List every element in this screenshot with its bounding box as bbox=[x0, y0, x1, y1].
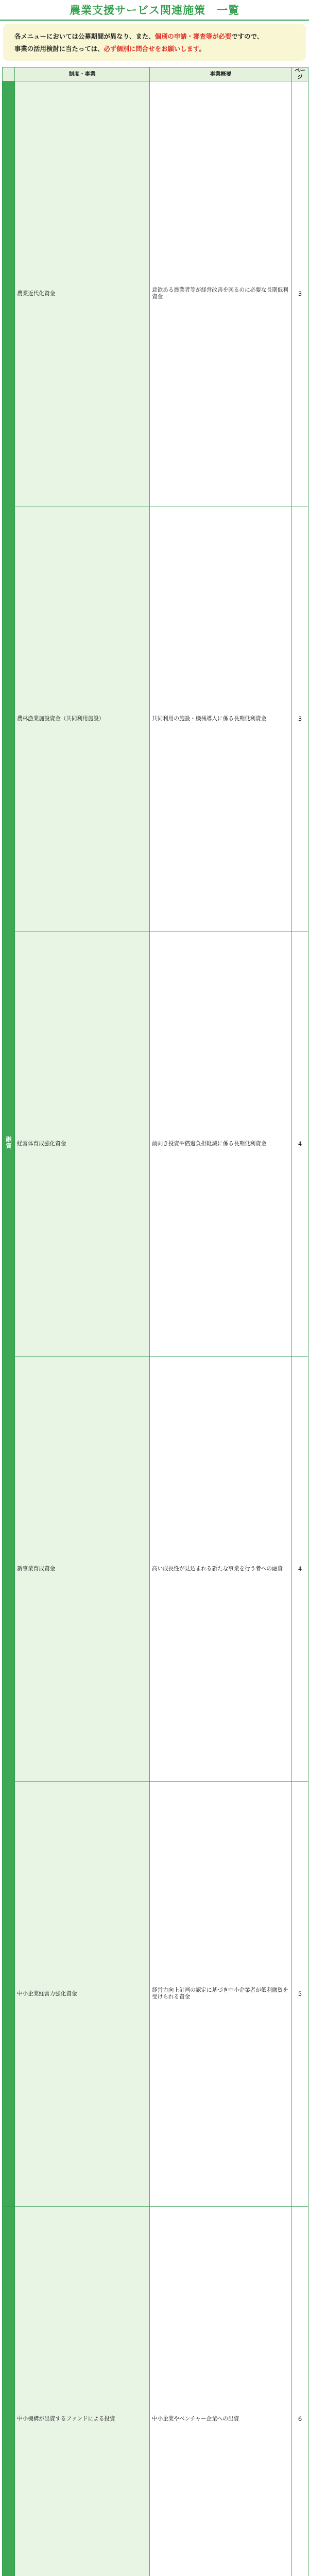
summary-cell: 前向き投資や償還負担軽減に係る長期低利資金 bbox=[150, 931, 292, 1357]
system-name-cell: 農業近代化資金 bbox=[15, 81, 150, 506]
table-row bbox=[3, 506, 308, 931]
header-system: 制度・事業 bbox=[15, 67, 150, 81]
summary-cell: 経営力向上計画の認定に基づき中小企業者が低利融資を受けられる資金 bbox=[150, 1782, 292, 2207]
table-row bbox=[3, 81, 308, 506]
table-row bbox=[3, 2207, 308, 2576]
page-title: 農業支援サービス関連施策 一覧 bbox=[0, 2, 309, 18]
header-category bbox=[3, 67, 15, 81]
page-number-cell: 4 bbox=[292, 931, 308, 1357]
header-summary: 事業概要 bbox=[150, 67, 292, 81]
table-row bbox=[3, 1782, 308, 2207]
system-name-cell: 新事業育成資金 bbox=[15, 1357, 150, 1782]
summary-cell: 高い成長性が見込まれる新たな事業を行う者への融資 bbox=[150, 1357, 292, 1782]
notice-emphasis: 個別の申請・審査等が必要 bbox=[155, 32, 232, 40]
notice-text: 事業の活用検討に当たっては、 bbox=[14, 45, 104, 53]
page bbox=[0, 0, 309, 425]
page-number-cell: 3 bbox=[292, 506, 308, 931]
title-underline bbox=[0, 20, 309, 21]
notice-emphasis: 必ず個別に問合せをお願いします。 bbox=[104, 45, 205, 53]
page-number-cell: 3 bbox=[292, 81, 308, 506]
header-page: ページ bbox=[292, 67, 308, 81]
system-name-cell: 農林漁業施設資金（共同利用施設） bbox=[15, 506, 150, 931]
system-name-cell: 経営体育成強化資金 bbox=[15, 931, 150, 1357]
table-body bbox=[3, 81, 308, 2576]
category-cell bbox=[3, 81, 15, 2207]
notice-text: ですので、 bbox=[231, 32, 263, 40]
notice-text: 各メニューにおいては公募期間が異なり、また、 bbox=[14, 32, 155, 40]
page-number-cell: 6 bbox=[292, 2207, 308, 2576]
page-number-cell: 4 bbox=[292, 1357, 308, 1782]
page-number-cell: 5 bbox=[292, 1782, 308, 2207]
table-header-row bbox=[3, 67, 308, 81]
table-row bbox=[3, 1357, 308, 1782]
summary-cell: 中小企業やベンチャー企業への出資 bbox=[150, 2207, 292, 2576]
notice-box bbox=[3, 24, 306, 61]
category-label: 融資 bbox=[5, 1136, 12, 1149]
system-name-cell: 中小機構が出資するファンドによる投資 bbox=[15, 2207, 150, 2576]
system-name-cell: 中小企業経営力強化資金 bbox=[15, 1782, 150, 2207]
measures-table bbox=[2, 67, 308, 2576]
category-cell bbox=[3, 2207, 15, 2576]
notice-line-2 bbox=[14, 43, 301, 55]
summary-cell: 意欲ある農業者等が経営改善を図るのに必要な長期低利資金 bbox=[150, 81, 292, 506]
table-row bbox=[3, 931, 308, 1357]
summary-cell: 共同利用の施設・機械導入に係る長期低利資金 bbox=[150, 506, 292, 931]
notice-line-1 bbox=[14, 30, 301, 43]
